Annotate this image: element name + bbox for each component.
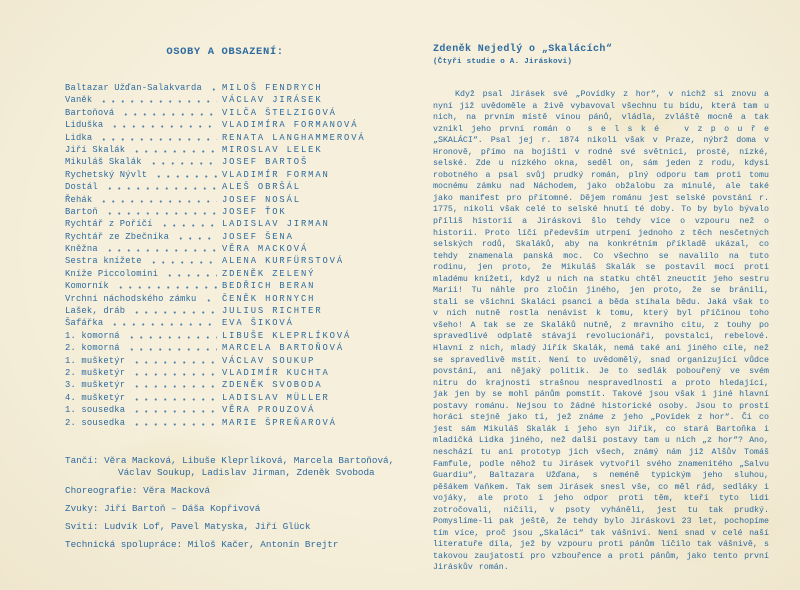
role-cell xyxy=(65,133,222,143)
leader-dots-decoration xyxy=(132,373,217,376)
credit-label: Tančí: xyxy=(65,454,99,466)
credit-line xyxy=(65,539,411,552)
cast-row xyxy=(65,269,411,281)
leader-dots-decoration xyxy=(132,423,217,426)
actor-name: JULIUS RICHTER xyxy=(222,306,323,317)
actor-name: VLADIMÍR FORMAN xyxy=(222,169,330,180)
role-cell xyxy=(65,306,222,316)
leader-dots-decoration xyxy=(110,125,217,128)
role-cell xyxy=(65,182,222,192)
role-name: Vaněk xyxy=(65,95,93,106)
actor-name: VÁCLAV SOUKUP xyxy=(222,355,316,366)
role-cell xyxy=(65,120,222,130)
role-cell xyxy=(65,269,222,279)
role-cell xyxy=(65,256,222,266)
actor-name: VLADIMÍRA FORMANOVÁ xyxy=(222,120,359,131)
leader-dots-decoration xyxy=(132,150,217,153)
cast-row xyxy=(65,120,411,132)
actor-name: JOSEF NOSÁL xyxy=(222,194,301,205)
leader-dots-decoration xyxy=(149,162,217,165)
leader-dots-decoration xyxy=(105,212,217,215)
credit-line xyxy=(65,455,411,480)
actor-name: LIBUŠE KLEPRLÍKOVÁ xyxy=(222,330,352,341)
actor-name: ZDENĚK SVOBODA xyxy=(222,380,323,391)
actor-name: VLADIMÍR KUCHTA xyxy=(222,367,330,378)
cast-row xyxy=(65,182,411,194)
actor-name: ALEŠ OBRŠÁL xyxy=(222,182,301,193)
role-name: 2. sousedka xyxy=(65,417,126,428)
actor-name: JOSEF ŤOK xyxy=(222,206,287,217)
credit-text: Miloš Kačer, Antonín Brejtr xyxy=(187,539,339,551)
cast-row xyxy=(65,207,411,219)
credit-label: Technická spolupráce: xyxy=(65,539,183,551)
essay-paragraph: Když psal Jirásek své „Povídky z hor“, v nichž si znovu a nyní již uvědoměle a živě vybavoval všechnu tu bídu, která tam u nich, na prvním místě vinou pánů, vládla, zvláště mocně a tak vznikl jeho první román o s e l s k é v z p o u ř e „SKALÁCI“. Psal jej r. 1874 nikoli však v Praze, nýbrž doma v Hronově, přímo na bojišti v rodné své světnici, prosté, nízké, selské. Zde u nízkého okna, seděl on, sám jeden z rodu, kdysi robotného a psal svůj prudký román, plný odporu tam proti tomu mocnému zámku nad Náchodem, jako obžalobu za minulé, ale také jako manifest pro přítomné. Dějem románu jest selské povstání r. 1775, nikoli však celé to selské hnutí té doby. To by bylo bývalo příliš historií a Jiráskovi šlo tehdy více o vzpouru než o historii. Proto líčí především utrpení jednoho z těch nesčetných selských rodů, Skaláků, aby na konkrétním příkladě ukázal, co tehdy znamenala panská moc. Co všechno se navalilo na tuto rodinu, jen proto, že Mikuláš Skalák se postavil mocí proti mladému knížeti, když u nich na statku chtěl zneuctít jeho sestru Marii! Tu náhle pro zločin jiného, jen proto, že se bránili, stali se všichni Skaláci psanci a běda stíhala bědu. Jaká však to v nich nutně rostla nenávist k tomu, který byl příčinou toho všeho! A tak se ze Skaláků nutně, z mravního citu, z touhy po spravedlivé odplatě stávají revolucionáři, povstalci, rebelové. Hlavní z nich, mladý Jiřík Skalák, nemá také ani jiného cíle, než se spravedlivě mstít. Není to uvědomělý, snad organizující vůdce povstání, ani nějaký politik. Je to sedlák pobouřený ve svém nitru do krajnosti strašnou nespravedlností a proto hledající, jak jen by se mohl pánům pomstít. Takové jsou však i jiné hlavní postavy románu. Nejsou to žádné historické osoby. Jsou to prostí horáci stejně jako ti, jež známe z jeho „Povídek z hor“. Či co jest sám Mikuláš Skalák i jeho syn Jiřík, co stará Bartoňka i mladičká Lidka jiného, než další postavy tam u nich „z hor“? Ano, neschází tu ani prototyp jich všech, známý nám již Alšův Tomáš Famfule, podle něhož tu Jirásek vytvořil svého znamenitého „Salvu Guardiu“, Baltazara Užďana, s neméně typickým jeho sluhou, pěšákem Vaňkem. Tak sem Jirásek snesl vše, co měl rád, sedláky i vojáky, ale proto i jeho odpor proti těm, kteří tyto lidi zotročovali, ničili, v psoty vyháněli, jest tu tak prudký. Pomyslíme-li pak ještě, že tehdy bylo Jiráskovi 23 let, pochopíme tím více, proč jsou „Skaláci“ tak vášniví. Není snad v celé naší literatuře díla, jež by vzpouru proti pánům líčilo tak vášnivě, s takovou zaujatostí pro vzbouřence a proti pánům, jako tento první Jiráskův román. xyxy=(433,90,781,573)
role-name: Lašek, dráb xyxy=(65,306,126,317)
role-name: 1. komorná xyxy=(65,330,120,341)
cast-row xyxy=(65,380,411,392)
credit-label: Zvuky: xyxy=(65,503,99,515)
cast-row xyxy=(65,195,411,207)
role-cell xyxy=(65,405,222,415)
cast-row xyxy=(65,331,411,343)
credit-label: Svítí: xyxy=(65,521,99,533)
cast-row xyxy=(65,232,411,244)
actor-name: VĚRA MACKOVÁ xyxy=(222,244,309,255)
leader-dots-decoration xyxy=(165,274,217,277)
role-cell xyxy=(65,145,222,155)
role-name: Liduška xyxy=(65,120,104,131)
role-cell xyxy=(65,207,222,217)
role-name: Kněžna xyxy=(65,244,98,255)
role-name: Baltazar Užďan-Salakvarda xyxy=(65,83,202,93)
role-cell xyxy=(65,318,222,328)
cast-row xyxy=(65,244,411,256)
cast-row xyxy=(65,318,411,330)
leader-dots-decoration xyxy=(105,187,217,190)
actor-name: EVA ŠIKOVÁ xyxy=(222,318,294,329)
role-name: Řehák xyxy=(65,194,93,205)
actor-name: VILČA ŠTELZIGOVÁ xyxy=(222,107,337,118)
role-cell xyxy=(65,157,222,167)
cast-row xyxy=(65,170,411,182)
leader-dots-decoration xyxy=(132,311,217,314)
role-name: Lidka xyxy=(65,132,93,143)
cast-list xyxy=(65,83,411,430)
cast-row xyxy=(65,108,411,120)
role-cell xyxy=(65,418,222,428)
credit-line xyxy=(65,521,411,534)
cast-row xyxy=(65,83,411,95)
cast-row xyxy=(65,133,411,145)
leader-dots-decoration xyxy=(154,175,217,178)
role-cell xyxy=(65,331,222,341)
role-name: Komorník xyxy=(65,281,109,292)
role-cell xyxy=(65,356,222,366)
cast-row xyxy=(65,157,411,169)
leader-dots-decoration xyxy=(204,299,218,302)
cast-row xyxy=(65,418,411,430)
role-name: Mikuláš Skalák xyxy=(65,157,142,168)
role-cell xyxy=(65,343,222,353)
credit-text: Jiří Bartoň – Dáša Kopřivová xyxy=(104,503,261,515)
role-name: Rychtář z Poříčí xyxy=(65,219,153,230)
role-name: 3. mušketýr xyxy=(65,380,126,391)
actor-name: ZDENĚK ZELENÝ xyxy=(222,268,316,279)
actor-name: BEDŘICH BERAN xyxy=(222,281,316,292)
cast-row xyxy=(65,219,411,231)
credit-line xyxy=(65,503,411,516)
role-name: Sestra knížete xyxy=(65,256,142,267)
cast-row xyxy=(65,95,411,107)
role-name: 1. mušketýr xyxy=(65,355,126,366)
cast-row xyxy=(65,294,411,306)
role-name: Bartoň xyxy=(65,206,98,217)
role-name: Jiří Skalák xyxy=(65,144,126,155)
leader-dots-decoration xyxy=(132,385,217,388)
role-name: 4. mušketýr xyxy=(65,392,126,403)
leader-dots-decoration xyxy=(132,361,217,364)
role-cell xyxy=(65,380,222,390)
role-cell xyxy=(65,170,222,180)
leader-dots-decoration xyxy=(209,88,217,91)
leader-dots-decoration xyxy=(132,398,217,401)
leader-dots-decoration xyxy=(176,237,217,240)
credit-line xyxy=(65,485,411,498)
actor-name: MARCELA BARTOŇOVÁ xyxy=(222,343,345,354)
cast-row xyxy=(65,356,411,368)
essay-subtitle: (Čtyři studie o A. Jiráskovi) xyxy=(433,58,573,66)
credit-label: Choreografie: xyxy=(65,485,138,497)
role-name: Vrchní náchodského zámku xyxy=(65,293,197,304)
role-name: Bartoňová xyxy=(65,107,115,118)
cast-row xyxy=(65,343,411,355)
credit-text: Věra Macková, Libuše Kleprlíková, Marcela Bartoňová, Václav Soukup, Ladislav Jirman, Zdeněk Svoboda xyxy=(104,454,395,479)
role-cell xyxy=(65,195,222,205)
leader-dots-decoration xyxy=(149,261,217,264)
leader-dots-decoration xyxy=(116,286,217,289)
actor-name: MARIE ŠPREŇAROVÁ xyxy=(222,417,337,428)
credit-text: Věra Macková xyxy=(143,485,211,497)
leader-dots-decoration xyxy=(127,348,217,351)
cast-row xyxy=(65,306,411,318)
role-cell xyxy=(65,368,222,378)
actor-name: MILOŠ FENDRYCH xyxy=(222,83,323,93)
cast-section xyxy=(65,46,411,557)
role-cell xyxy=(65,232,222,242)
cast-row xyxy=(65,368,411,380)
leader-dots-decoration xyxy=(99,200,217,203)
leader-dots-decoration xyxy=(99,100,217,103)
actor-name: ALENA KURFÜRSTOVÁ xyxy=(222,256,345,267)
cast-row xyxy=(65,405,411,417)
actor-name: LADISLAV MÜLLER xyxy=(222,392,330,403)
leader-dots-decoration xyxy=(99,138,217,141)
actor-name: JOSEF BARTOŠ xyxy=(222,157,309,168)
actor-name: VÁCLAV JIRÁSEK xyxy=(222,95,323,106)
role-name: Šafářka xyxy=(65,318,104,329)
role-cell xyxy=(65,393,222,403)
role-name: 1. sousedka xyxy=(65,405,126,416)
actor-name: VĚRA PROUZOVÁ xyxy=(222,405,316,416)
cast-row xyxy=(65,256,411,268)
role-cell xyxy=(65,95,222,105)
actor-name: MIROSLAV LELEK xyxy=(222,144,323,155)
credit-text: Ludvík Lof, Pavel Matyska, Jiří Glück xyxy=(104,521,311,533)
role-name: Rychtář ze Zbečníka xyxy=(65,231,170,242)
role-name: 2. komorná xyxy=(65,343,120,354)
actor-name: ČENĚK HORNYCH xyxy=(222,293,316,304)
role-cell xyxy=(65,83,222,93)
role-cell xyxy=(65,219,222,229)
role-cell xyxy=(65,244,222,254)
actor-name: JOSEF ŠENA xyxy=(222,231,294,242)
leader-dots-decoration xyxy=(160,224,217,227)
role-name: Rychetský Nývlt xyxy=(65,169,148,180)
role-name: Kníže Piccolomini xyxy=(65,268,159,279)
leader-dots-decoration xyxy=(105,249,217,252)
essay-title: Zdeněk Nejedlý o „Skalácích“ xyxy=(433,44,613,55)
leader-dots-decoration xyxy=(110,323,217,326)
cast-heading: OSOBY A OBSAZENÍ: xyxy=(166,46,284,58)
role-cell xyxy=(65,281,222,291)
actor-name: RENATA LANGHAMMEROVÁ xyxy=(222,132,366,143)
role-cell xyxy=(65,294,222,304)
leader-dots-decoration xyxy=(132,410,217,413)
role-name: Dostál xyxy=(65,182,98,193)
essay-section xyxy=(433,44,781,574)
cast-row xyxy=(65,393,411,405)
role-cell xyxy=(65,108,222,118)
role-name: 2. mušketýr xyxy=(65,367,126,378)
credits-block xyxy=(65,455,411,552)
cast-row xyxy=(65,281,411,293)
leader-dots-decoration xyxy=(127,336,217,339)
actor-name: LADISLAV JIRMAN xyxy=(222,219,330,230)
cast-row xyxy=(65,145,411,157)
leader-dots-decoration xyxy=(121,113,217,116)
